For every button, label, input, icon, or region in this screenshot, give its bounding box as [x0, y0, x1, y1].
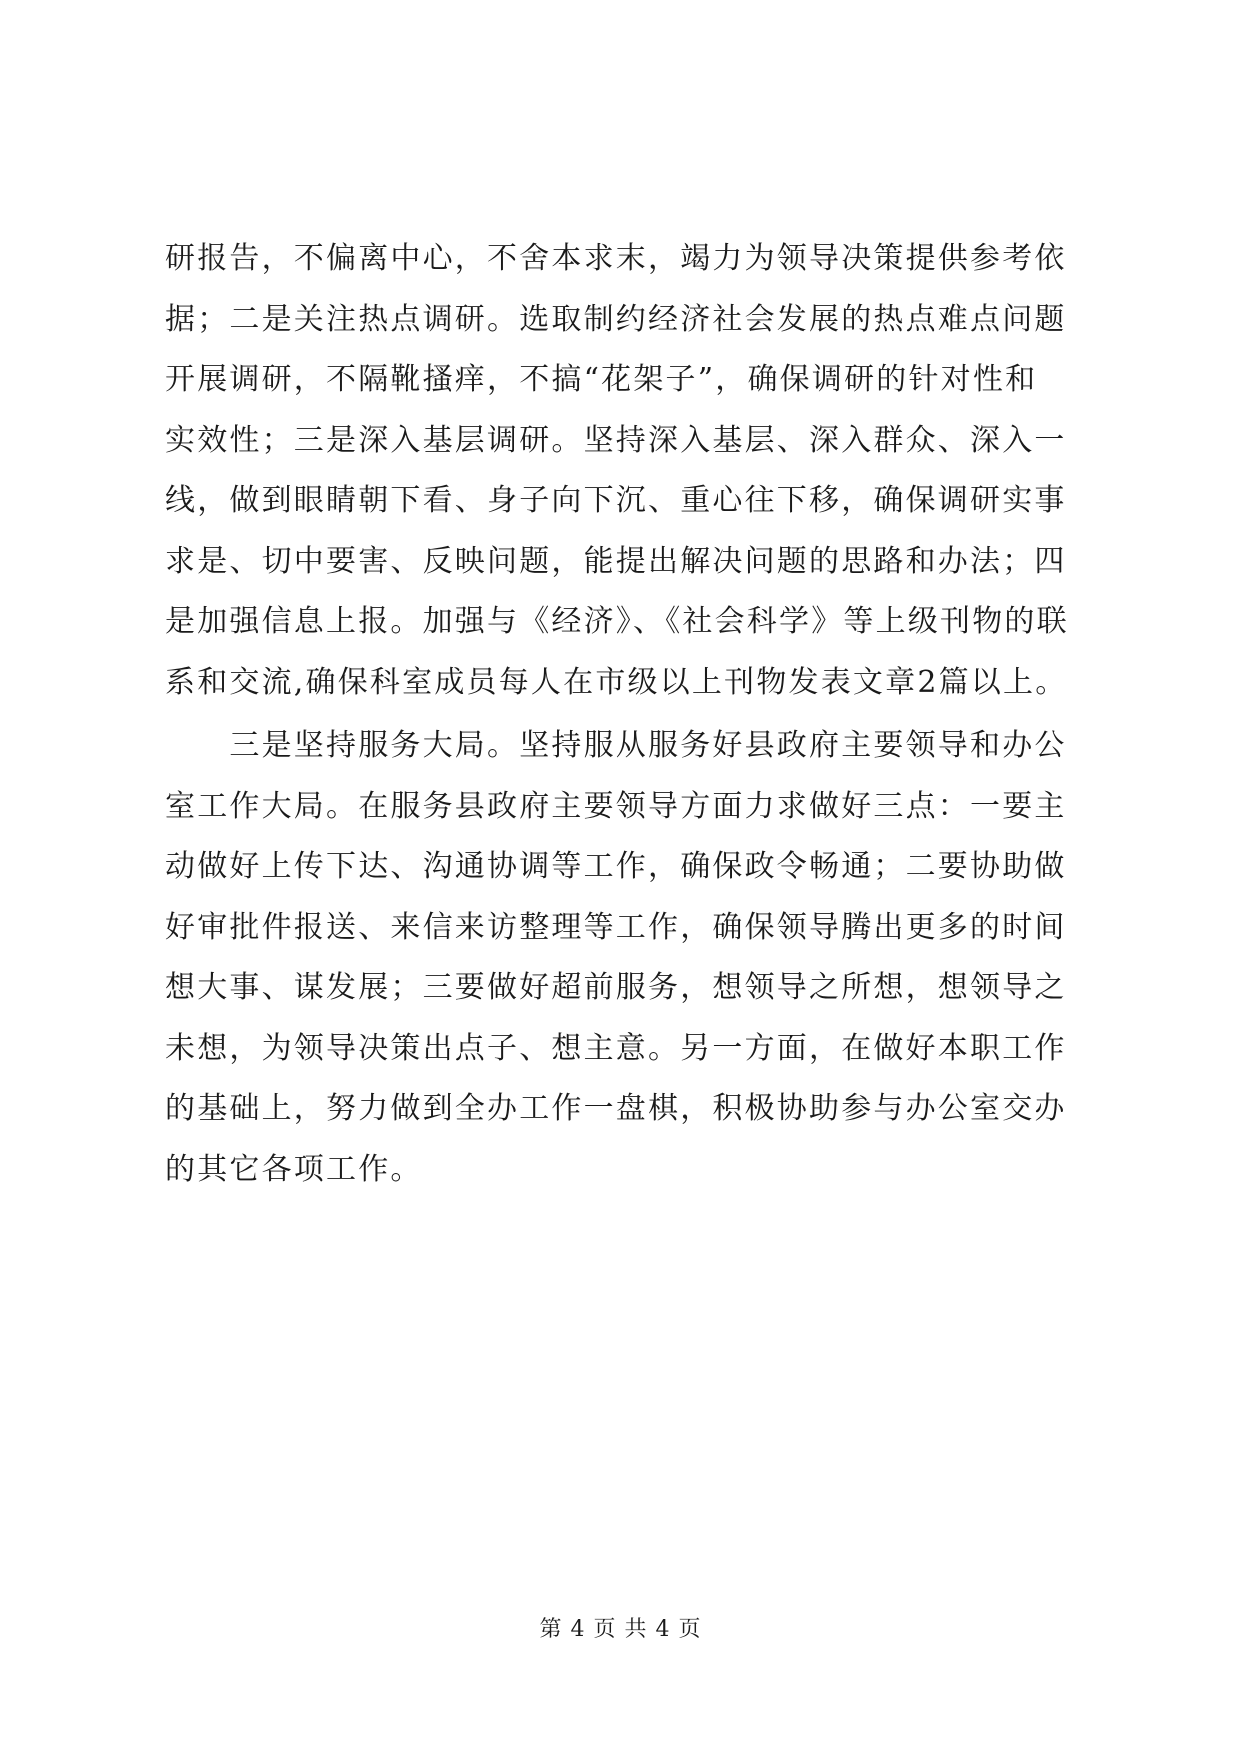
text-line: 求是、切中要害、反映问题，能提出解决问题的思路和办法；四: [165, 543, 1067, 579]
text-line: 开展调研，不隔靴搔痒，不搞“花架子”，确保调研的针对性和: [165, 362, 1038, 397]
page-footer: [0, 1612, 1241, 1643]
text-line: 未想，为领导决策出点子、想主意。另一方面，在做好本职工作: [165, 1030, 1067, 1066]
text-line: 系和交流,确保科室成员每人在市级以上刊物发表文章2篇以上。: [165, 664, 1068, 700]
text-line: 研报告，不偏离中心，不舍本求末，竭力为领导决策提供参考依: [165, 241, 1067, 276]
paragraph-1: [165, 229, 1081, 713]
text-line: 的其它各项工作。: [165, 1151, 423, 1187]
text-line: 动做好上传下达、沟通协调等工作，确保政令畅通；二要协助做: [165, 849, 1067, 884]
text-line: 线，做到眼睛朝下看、身子向下沉、重心往下移，确保调研实事: [165, 483, 1067, 518]
page-number-label: 第 4 页 共 4 页: [539, 1617, 702, 1642]
document-body: [165, 229, 1081, 1200]
paragraph-2: [165, 716, 1081, 1200]
text-line: 室工作大局。在服务县政府主要领导方面力求做好三点：一要主: [165, 788, 1067, 824]
text-line: 据；二是关注热点调研。选取制约经济社会发展的热点难点问题: [165, 301, 1067, 337]
text-line: 实效性；三是深入基层调研。坚持深入基层、深入群众、深入一: [165, 422, 1067, 458]
text-line: 是加强信息上报。加强与《经济》、《社会科学》等上级刊物的联: [165, 604, 1069, 639]
text-line: 的基础上，努力做到全办工作一盘棋，积极协助参与办公室交办: [165, 1091, 1067, 1126]
text-line: 好审批件报送、来信来访整理等工作，确保领导腾出更多的时间: [165, 909, 1067, 945]
text-line: 三是坚持服务大局。坚持服从服务好县政府主要领导和办公: [165, 728, 1067, 763]
text-line: 想大事、谋发展；三要做好超前服务，想领导之所想，想领导之: [165, 970, 1067, 1005]
